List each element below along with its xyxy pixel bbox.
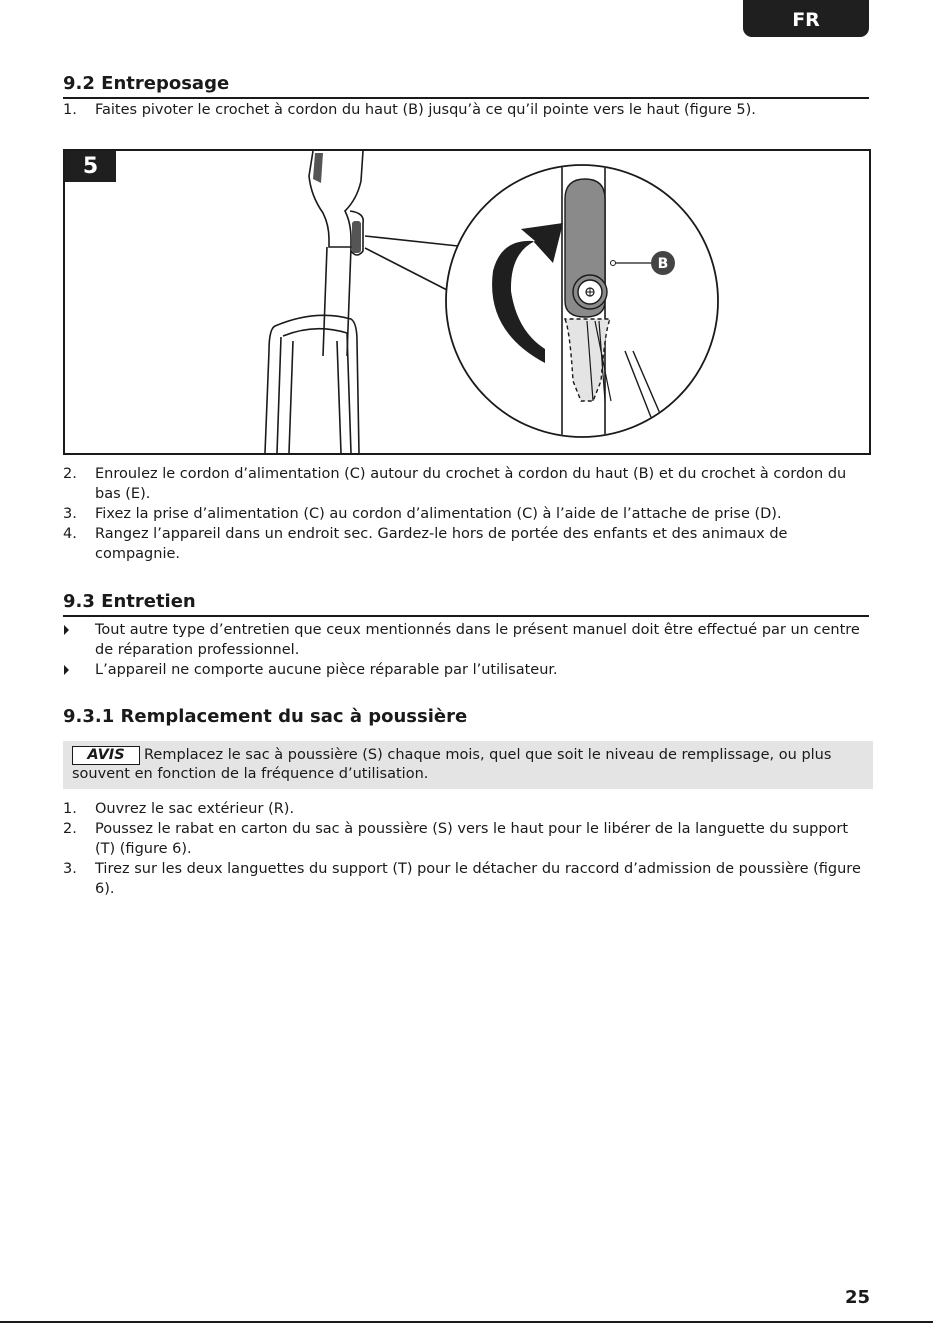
step-text: Tirez sur les deux languettes du support (T) pour le détacher du raccord d’admission de poussière (figure 6). xyxy=(95,861,861,897)
list-item xyxy=(63,524,871,564)
callout-b-label: B xyxy=(657,256,669,272)
step-text: Ouvrez le sac extérieur (R). xyxy=(95,801,295,817)
step-text: Rangez l’appareil dans un endroit sec. Gardez-le hors de portée des enfants et des animaux de compagnie. xyxy=(95,526,788,562)
maintenance-bullets xyxy=(63,620,871,680)
list-item xyxy=(63,859,871,899)
list-item xyxy=(63,799,871,819)
list-item xyxy=(63,620,871,660)
bullet-icon xyxy=(64,625,69,635)
step-number: 2. xyxy=(63,821,77,837)
storage-steps-intro xyxy=(63,100,871,120)
notice-text: Remplacez le sac à poussière (S) chaque mois, quel que soit le niveau de remplissage, ou plus souvent en fonction de la fréquence d’utilisation. xyxy=(72,747,832,782)
figure-number: 5 xyxy=(65,151,116,182)
step-text: Faites pivoter le crochet à cordon du haut (B) jusqu’à ce qu’il pointe vers le haut (figure 5). xyxy=(95,102,756,118)
bottom-rule xyxy=(0,1321,933,1323)
notice-box xyxy=(63,741,873,789)
step-text: Fixez la prise d’alimentation (C) au cordon d’alimentation (C) à l’aide de l’attache de prise (D). xyxy=(95,506,782,522)
list-item xyxy=(63,660,871,680)
list-item xyxy=(63,100,871,120)
step-number: 1. xyxy=(63,801,77,817)
section-heading-storage: 9.2 Entreposage xyxy=(63,72,869,99)
step-number: 4. xyxy=(63,526,77,542)
notice-label: AVIS xyxy=(72,746,140,765)
section-heading-maintenance: 9.3 Entretien xyxy=(63,590,869,617)
list-item xyxy=(63,464,871,504)
page-number: 25 xyxy=(845,1287,871,1308)
list-item xyxy=(63,819,871,859)
figure-5 xyxy=(63,149,871,455)
language-tab: FR xyxy=(743,0,869,37)
step-number: 1. xyxy=(63,102,77,118)
vacuum-cord-hook-illustration xyxy=(65,151,869,453)
storage-steps xyxy=(63,464,871,564)
sub-heading-bag: 9.3.1 Remplacement du sac à poussière xyxy=(63,706,468,727)
step-text: Poussez le rabat en carton du sac à poussière (S) vers le haut pour le libérer de la languette du support (T) (figure 6). xyxy=(95,821,849,857)
step-number: 3. xyxy=(63,506,77,522)
bag-steps xyxy=(63,799,871,899)
bullet-text: L’appareil ne comporte aucune pièce réparable par l’utilisateur. xyxy=(95,662,558,678)
step-number: 3. xyxy=(63,861,77,877)
bullet-text: Tout autre type d’entretien que ceux mentionnés dans le présent manuel doit être effectué par un centre de réparation professionnel. xyxy=(95,622,860,658)
step-text: Enroulez le cordon d’alimentation (C) autour du crochet à cordon du haut (B) et du crochet à cordon du bas (E). xyxy=(95,466,847,502)
bullet-icon xyxy=(64,665,69,675)
step-number: 2. xyxy=(63,466,77,482)
list-item xyxy=(63,504,871,524)
